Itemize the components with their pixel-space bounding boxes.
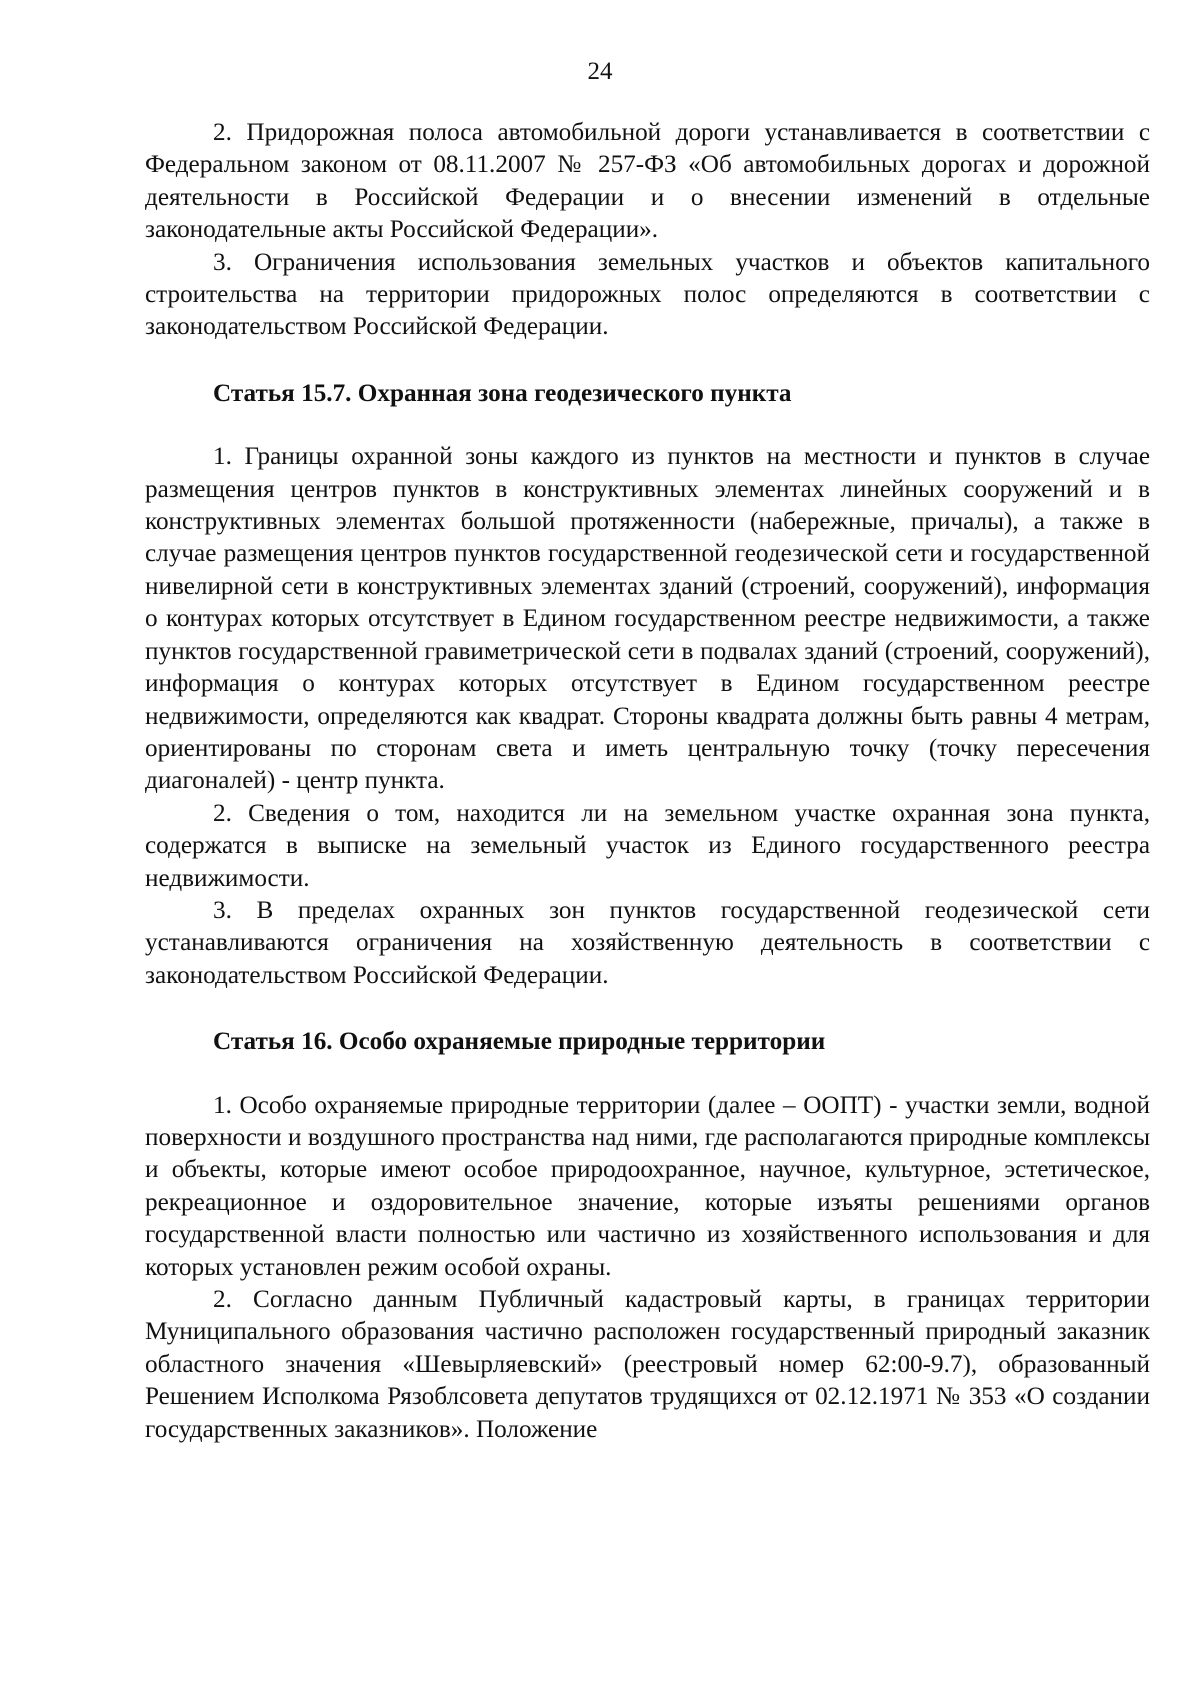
paragraph-geodetic-zone-restrictions: 3. В пределах охранных зон пунктов государственной геодезической сети устанавливаются ограничения на хозяйственную деятельность в соответствии с законодательством Российской Федерации.	[145, 896, 1150, 989]
heading-article-15-7: Статья 15.7. Охранная зона геодезического пункта	[213, 379, 792, 407]
spacer	[145, 344, 1150, 378]
page-number: 24	[587, 58, 613, 85]
heading-article-16: Статья 16. Особо охраняемые природные территории	[213, 1028, 826, 1056]
document-body	[145, 117, 1150, 1446]
spacer	[145, 410, 1150, 441]
paragraph-geodetic-zone-info: 2. Сведения о том, находится ли на земельном участке охранная зона пункта, содержатся в выписке на земельный участок из Единого государственного реестра недвижимости.	[145, 799, 1150, 892]
paragraph-roadside-restrictions: 3. Ограничения использования земельных участков и объектов капитального строительства на территории придорожных полос определяются в соответствии с законодательством Российской Федерации.	[145, 248, 1150, 341]
spacer	[145, 992, 1150, 1026]
paragraph-shevyrlyaevsky-reserve: 2. Согласно данным Публичный кадастровый карты, в границах территории Муниципального образования частично расположен государственный природный заказник областного значения «Шевырляевский» (реестровый номер 62:00-9.7), образованный Решением Исполкома Рязоблсовета депутатов трудящихся от 02.12.1971 № 353 «О создании государственных заказников». Положение	[145, 1286, 1150, 1443]
paragraph-geodetic-zone-bounds: 1. Границы охранной зоны каждого из пунктов на местности и пунктов в случае размещения центров пунктов в конструктивных элементах линейных сооружений и в конструктивных элементах большой протяженности (набережные, причалы), а также в случае размещения центров пунктов государственной геодезической сети и государственной нивелирной сети в конструктивных элементах зданий (строений, сооружений), информация о контурах которых отсутствует в Едином государственном реестре недвижимости, а также пунктов государственной гравиметрической сети в подвалах зданий (строений, сооружений), информация о контурах которых отсутствует в Едином государственном реестре недвижимости, определяются как квадрат. Стороны квадрата должны быть равны 4 метрам, ориентированы по сторонам света и иметь центральную точку (точку пересечения диагоналей) - центр пункта.	[145, 443, 1150, 795]
spacer	[145, 1059, 1150, 1090]
paragraph-protected-areas-definition: 1. Особо охраняемые природные территории (далее – ООПТ) - участки земли, водной поверхности и воздушного пространства над ними, где располагаются природные комплексы и объекты, которые имеют особое природоохранное, научное, культурное, эстетическое, рекреационное и оздоровительное значение, которые изъяты решениями органов государственной власти полностью или частично из хозяйственного использования и для которых установлен режим особой охраны.	[145, 1091, 1150, 1281]
paragraph-roadside-strip: 2. Придорожная полоса автомобильной дороги устанавливается в соответствии с Федеральном законом от 08.11.2007 № 257-ФЗ «Об автомобильных дорогах и дорожной деятельности в Российской Федерации и о внесении изменений в отдельные законодательные акты Российской Федерации».	[145, 119, 1150, 244]
